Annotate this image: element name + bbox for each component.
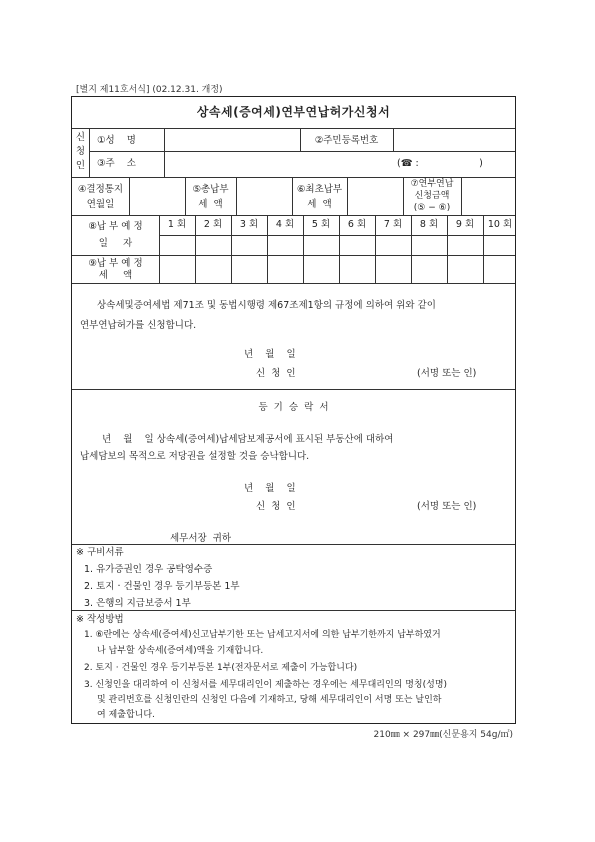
form-title: 상속세(증여세)연부연납허가신청서 [196,105,391,119]
consent-statement-line2: 납세담보의 목적으로 저당권을 설정할 것을 승낙합니다. [80,451,310,462]
total-tax-label: ⑤총납부 세 액 [192,184,229,210]
installment-5: 5 회 [311,219,331,230]
consent-signature[interactable]: (서명 또는 인) [417,501,477,512]
document-item: 3. 은행의 지급보증서 1부 [84,598,191,609]
installment-7: 7 회 [383,219,403,230]
decision-date-label: ④결정통지 연월일 [77,184,124,210]
decision-date-field[interactable] [129,177,185,215]
application-signature[interactable]: (서명 또는 인) [417,368,477,379]
installment-8: 8 회 [419,219,439,230]
address-label: ③주 소 [97,158,136,169]
application-statement-line1: 상속세및증여세법 제71조 및 동법시행령 제67조제1항의 규정에 의하여 위와 같이 [97,300,436,311]
instruction-item: 1. ⑥란에는 상속세(증여세)신고납부기한 또는 납세고지서에 의한 납부기한까지 납부하였거 [84,630,441,640]
address-field[interactable] [164,151,394,177]
paper-spec-note: 210㎜ × 297㎜(신문용지 54g/㎡) [373,730,513,740]
resident-number-label: ②주민등록번호 [314,135,379,146]
recipient-office: 세무서장 귀하 [170,533,232,544]
installment-2: 2 회 [203,219,223,230]
requested-amount-label: ⑦연부연납 신청금액 (⑤ − ⑥) [410,179,454,213]
installment-1: 1 회 [167,219,187,230]
first-tax-field[interactable] [347,177,403,215]
name-label: ①성 명 [97,135,136,146]
resident-number-field[interactable] [393,128,517,151]
requested-amount-field[interactable] [461,177,517,215]
instruction-item: 2. 토지 · 건물인 경우 등기부등본 1부(전자문서로 제출이 가능합니다) [84,663,358,673]
instructions-heading: ※ 작성방법 [76,614,124,625]
scheduled-date-label: ⑧납 부 예 정 일 자 [88,221,143,249]
application-signer-label: 신 청 인 [256,368,296,379]
instruction-item: 여 제출합니다. [97,710,155,720]
application-statement-line2: 연부연납허가를 신청합니다. [80,320,197,331]
consent-date: 년 월 일 [244,483,296,494]
application-form [71,96,516,724]
installment-3: 3 회 [239,219,259,230]
installment-10: 10 회 [487,219,513,230]
instruction-item: 및 관리번호를 신청인란의 신청인 다음에 기재하고, 당해 세무대리인이 서명 또는 날인하 [97,695,442,705]
installment-4: 4 회 [275,219,295,230]
instruction-item: 나 납부할 상속세(증여세)액을 기재합니다. [97,646,264,656]
name-field[interactable] [164,128,300,151]
consent-title: 등 기 승 락 서 [258,402,329,413]
consent-statement-line1: 년 월 일 상속세(증여세)납세담보제공서에 표시된 부동산에 대하여 [102,434,394,445]
phone-field[interactable]: (☎ : ) [397,158,483,169]
required-documents-heading: ※ 구비서류 [76,547,124,558]
applicant-group-label: 신 청 인 [75,132,86,171]
consent-signer-label: 신 청 인 [256,501,296,512]
form-number-note: [별지 제11호서식] (02.12.31. 개정) [76,85,223,95]
application-date: 년 월 일 [244,349,296,360]
installment-9: 9 회 [455,219,475,230]
instruction-item: 3. 신청인을 대리하여 이 신청서를 세무대리인이 제출하는 경우에는 세무대리인의 명칭(성명) [84,680,448,690]
document-item: 2. 토지 · 건물인 경우 등기부등본 1부 [84,581,240,592]
document-item: 1. 유가증권인 경우 공탁영수증 [84,564,213,575]
first-tax-label: ⑥최초납부 세 액 [296,184,343,210]
installment-6: 6 회 [347,219,367,230]
total-tax-field[interactable] [236,177,292,215]
scheduled-amount-label: ⑨납 부 예 정 세 액 [88,258,143,281]
